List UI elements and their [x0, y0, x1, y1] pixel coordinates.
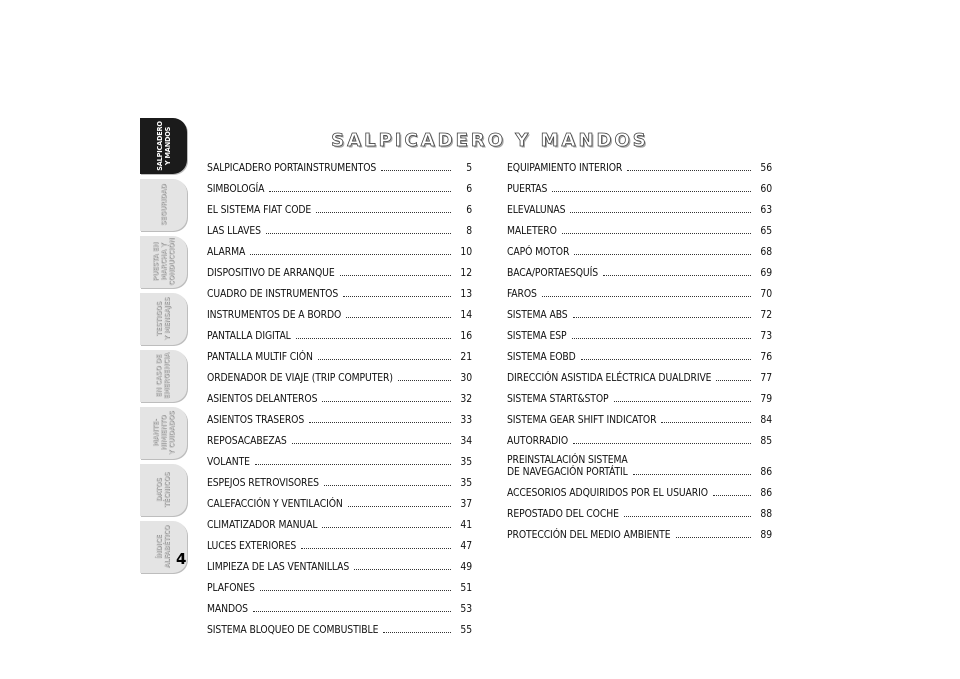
toc-entry-page: 84: [760, 414, 772, 426]
toc-entry-title: EL SISTEMA FIAT CODE: [207, 204, 312, 216]
dot-leader: [255, 464, 451, 465]
tab-puesta-en-marcha[interactable]: [140, 236, 187, 288]
toc-entry-title: SIMBOLOGÍA: [207, 183, 265, 195]
toc-entry-page: 8: [466, 225, 472, 237]
toc-entry[interactable]: [207, 489, 472, 510]
toc-entry-title: SISTEMA START&STOP: [507, 393, 609, 405]
toc-entry-title: PLAFONES: [207, 582, 255, 594]
dot-leader: [309, 422, 451, 423]
toc-entry-page: 10: [460, 246, 472, 258]
toc-entry-title: CALEFACCIÓN Y VENTILACIÓN: [207, 498, 343, 510]
dot-leader: [398, 380, 451, 381]
toc-entry[interactable]: [207, 258, 472, 279]
toc-entry[interactable]: [207, 510, 472, 531]
dot-leader: [340, 275, 451, 276]
tab-en-caso-de-emergencia[interactable]: [140, 350, 187, 402]
toc-entry-page: 89: [760, 529, 772, 541]
dot-leader: [627, 170, 751, 171]
dot-leader: [322, 401, 451, 402]
toc-entry-title: SISTEMA BLOQUEO DE COMBUSTIBLE: [207, 624, 379, 636]
toc-entry[interactable]: [507, 195, 772, 216]
toc-entry[interactable]: [507, 153, 772, 174]
toc-entry-title: VOLANTE: [207, 456, 250, 468]
toc-entry[interactable]: [207, 405, 472, 426]
toc-entry[interactable]: [207, 468, 472, 489]
dot-leader: [573, 443, 751, 444]
tab-label: SALPICADERO Y MANDOS: [154, 121, 172, 171]
toc-entry-page: 41: [460, 519, 472, 531]
toc-entry[interactable]: [207, 573, 472, 594]
toc-entry-page: 5: [466, 162, 472, 174]
dot-leader: [346, 317, 451, 318]
toc-entry[interactable]: [507, 237, 772, 258]
toc-entry-page: 6: [466, 204, 472, 216]
toc-entry-title: SISTEMA ABS: [507, 309, 568, 321]
toc-entry-page: 60: [760, 183, 772, 195]
dot-leader: [581, 359, 751, 360]
dot-leader: [324, 485, 451, 486]
page-title: SALPICADERO Y MANDOS: [331, 130, 649, 152]
toc-entry-title: REPOSTADO DEL COCHE: [507, 508, 619, 520]
dot-leader: [296, 338, 451, 339]
toc-entry-page: 51: [460, 582, 472, 594]
toc-entry[interactable]: [207, 594, 472, 615]
toc-entry[interactable]: [207, 552, 472, 573]
dot-leader: [292, 443, 451, 444]
toc-entry-title: ASIENTOS TRASEROS: [207, 414, 305, 426]
toc-entry[interactable]: [207, 363, 472, 384]
toc-entry[interactable]: [507, 279, 772, 300]
tab-testigos-y-mensajes[interactable]: [140, 293, 187, 345]
toc-entry-page: 70: [760, 288, 772, 300]
toc-entry-title: SISTEMA GEAR SHIFT INDICATOR: [507, 414, 657, 426]
toc-entry-title: PANTALLA MULTIF CIÓN: [207, 351, 313, 363]
dot-leader: [348, 506, 451, 507]
toc-entry-title: ESPEJOS RETROVISORES: [207, 477, 319, 489]
toc-entry[interactable]: [207, 153, 472, 174]
dot-leader: [572, 338, 752, 339]
toc-entry[interactable]: [207, 237, 472, 258]
toc-entry[interactable]: [207, 279, 472, 300]
toc-entry-page: 33: [460, 414, 472, 426]
toc-entry[interactable]: [207, 216, 472, 237]
toc-entry[interactable]: [507, 216, 772, 237]
toc-entry-title: BACA/PORTAESQUÍS: [507, 267, 599, 279]
toc-entry[interactable]: [507, 405, 772, 426]
toc-entry[interactable]: [207, 300, 472, 321]
toc-entry-page: 6: [466, 183, 472, 195]
dot-leader: [676, 537, 752, 538]
dot-leader: [316, 212, 451, 213]
toc-entry-title: DIRECCIÓN ASISTIDA ELÉCTRICA DUALDRIVE: [507, 372, 712, 384]
toc-entry-page: 37: [460, 498, 472, 510]
toc-entry-title: CLIMATIZADOR MANUAL: [207, 519, 318, 531]
tab-datos-tecnicos[interactable]: [140, 464, 187, 516]
tab-label: DATOS TÉCNICOS: [154, 472, 172, 508]
toc-entry-title: REPOSACABEZAS: [207, 435, 287, 447]
dot-leader: [343, 296, 451, 297]
toc-entry-title: LIMPIEZA DE LAS VENTANILLAS: [207, 561, 350, 573]
dot-leader: [562, 233, 751, 234]
dot-leader: [573, 317, 751, 318]
toc-entry[interactable]: [507, 258, 772, 279]
dot-leader: [713, 495, 751, 496]
toc-entry-page: 86: [760, 466, 772, 478]
tab-label: MANTE- NIMIENTO Y CUIDADOS: [150, 411, 176, 455]
toc-entry[interactable]: [207, 195, 472, 216]
toc-entry-title: AUTORRADIO: [507, 435, 569, 447]
toc-left-column: [207, 153, 472, 636]
toc-entry-title: CUADRO DE INSTRUMENTOS: [207, 288, 339, 300]
toc-entry[interactable]: [207, 384, 472, 405]
toc-right-column: [507, 153, 772, 541]
dot-leader: [266, 233, 451, 234]
toc-entry-page: 68: [760, 246, 772, 258]
toc-entry-title: LAS LLAVES: [207, 225, 261, 237]
tab-label: TESTIGOS Y MENSAJES: [154, 297, 172, 341]
toc-entry-title: PREINSTALACIÓN SISTEMA DE NAVEGACIÓN PORTÁTIL: [507, 454, 628, 478]
toc-entry[interactable]: [207, 321, 472, 342]
toc-entry-page: 65: [760, 225, 772, 237]
dot-leader: [661, 422, 751, 423]
tab-seguridad[interactable]: [140, 179, 187, 231]
toc-entry-title: PANTALLA DIGITAL: [207, 330, 291, 342]
toc-entry-title: ALARMA: [207, 246, 246, 258]
toc-entry-page: 34: [460, 435, 472, 447]
toc-entry[interactable]: [507, 384, 772, 405]
toc-entry[interactable]: [507, 426, 772, 447]
dot-leader: [603, 275, 751, 276]
toc-entry-page: 76: [760, 351, 772, 363]
toc-entry[interactable]: [507, 321, 772, 342]
toc-entry-title: SISTEMA ESP: [507, 330, 567, 342]
toc-entry-page: 16: [460, 330, 472, 342]
tab-salpicadero-y-mandos[interactable]: [140, 118, 187, 174]
toc-entry-page: 79: [760, 393, 772, 405]
toc-entry-title: LUCES EXTERIORES: [207, 540, 297, 552]
toc-entry-title: SALPICADERO PORTAINSTRUMENTOS: [207, 162, 377, 174]
toc-entry-title: ASIENTOS DELANTEROS: [207, 393, 318, 405]
toc-entry-page: 12: [460, 267, 472, 279]
toc-entry-title: ELEVALUNAS: [507, 204, 566, 216]
toc-entry-title: PUERTAS: [507, 183, 548, 195]
toc-entry-title: CAPÓ MOTOR: [507, 246, 570, 258]
toc-entry[interactable]: [207, 447, 472, 468]
toc-entry[interactable]: [507, 300, 772, 321]
toc-entry-page: 63: [760, 204, 772, 216]
toc-entry-title: FAROS: [507, 288, 537, 300]
dot-leader: [250, 254, 451, 255]
tab-label: EN CASO DE EMERGENCIA: [154, 352, 172, 400]
dot-leader: [383, 632, 451, 633]
dot-leader: [624, 516, 751, 517]
tab-label: SEGURIDAD: [158, 184, 168, 226]
dot-leader: [318, 359, 451, 360]
toc-entry-page: 56: [760, 162, 772, 174]
toc-entry-page: 73: [760, 330, 772, 342]
dot-leader: [633, 474, 751, 475]
dot-leader: [381, 170, 451, 171]
tab-mantenimiento[interactable]: [140, 407, 187, 459]
dot-leader: [253, 611, 451, 612]
toc-entry[interactable]: [207, 615, 472, 636]
dot-leader: [542, 296, 751, 297]
dot-leader: [552, 191, 751, 192]
toc-entry-page: 72: [760, 309, 772, 321]
toc-entry[interactable]: [507, 478, 772, 499]
toc-entry[interactable]: [207, 531, 472, 552]
toc-entry-title: DISPOSITIVO DE ARRANQUE: [207, 267, 335, 279]
dot-leader: [269, 191, 451, 192]
dot-leader: [716, 380, 751, 381]
dot-leader: [614, 401, 751, 402]
tab-label: ÍNDICE ALFABÉTICO: [154, 525, 172, 569]
toc-entry-title: MALETERO: [507, 225, 557, 237]
toc-entry[interactable]: [507, 174, 772, 195]
dot-leader: [574, 254, 751, 255]
toc-entry-page: 21: [460, 351, 472, 363]
dot-leader: [354, 569, 451, 570]
dot-leader: [260, 590, 451, 591]
toc-entry[interactable]: [207, 426, 472, 447]
toc-entry-page: 30: [460, 372, 472, 384]
toc-entry-page: 55: [460, 624, 472, 636]
toc-entry-title: SISTEMA EOBD: [507, 351, 576, 363]
toc-entry-title: MANDOS: [207, 603, 248, 615]
dot-leader: [301, 548, 451, 549]
toc-entry[interactable]: [507, 447, 772, 478]
toc-entry-title: ORDENADOR DE VIAJE (TRIP COMPUTER): [207, 372, 393, 384]
toc-entry-page: 47: [460, 540, 472, 552]
toc-entry[interactable]: [507, 499, 772, 520]
toc-entry-page: 32: [460, 393, 472, 405]
toc-entry-title: PROTECCIÓN DEL MEDIO AMBIENTE: [507, 529, 671, 541]
toc-entry[interactable]: [507, 520, 772, 541]
toc-entry-page: 69: [760, 267, 772, 279]
toc-entry-page: 13: [460, 288, 472, 300]
toc-entry[interactable]: [207, 174, 472, 195]
toc-entry-page: 35: [460, 477, 472, 489]
dot-leader: [570, 212, 751, 213]
page-number: 4: [176, 550, 187, 568]
tab-label: PUESTA EN MARCHA Y CONDUCCIÓN: [150, 238, 176, 286]
toc-entry-page: 35: [460, 456, 472, 468]
toc-entry[interactable]: [507, 342, 772, 363]
toc-entry-page: 14: [460, 309, 472, 321]
dot-leader: [322, 527, 451, 528]
section-tabs: [140, 118, 187, 578]
toc-entry-page: 85: [760, 435, 772, 447]
toc-entry-title: ACCESORIOS ADQUIRIDOS POR EL USUARIO: [507, 487, 708, 499]
toc-entry-title: EQUIPAMIENTO INTERIOR: [507, 162, 623, 174]
toc-entry-title: INSTRUMENTOS DE A BORDO: [207, 309, 342, 321]
toc-entry[interactable]: [207, 342, 472, 363]
toc-entry-page: 49: [460, 561, 472, 573]
toc-entry-page: 77: [760, 372, 772, 384]
toc-entry-page: 88: [760, 508, 772, 520]
toc-entry-page: 86: [760, 487, 772, 499]
toc-entry-page: 53: [460, 603, 472, 615]
toc-entry[interactable]: [507, 363, 772, 384]
